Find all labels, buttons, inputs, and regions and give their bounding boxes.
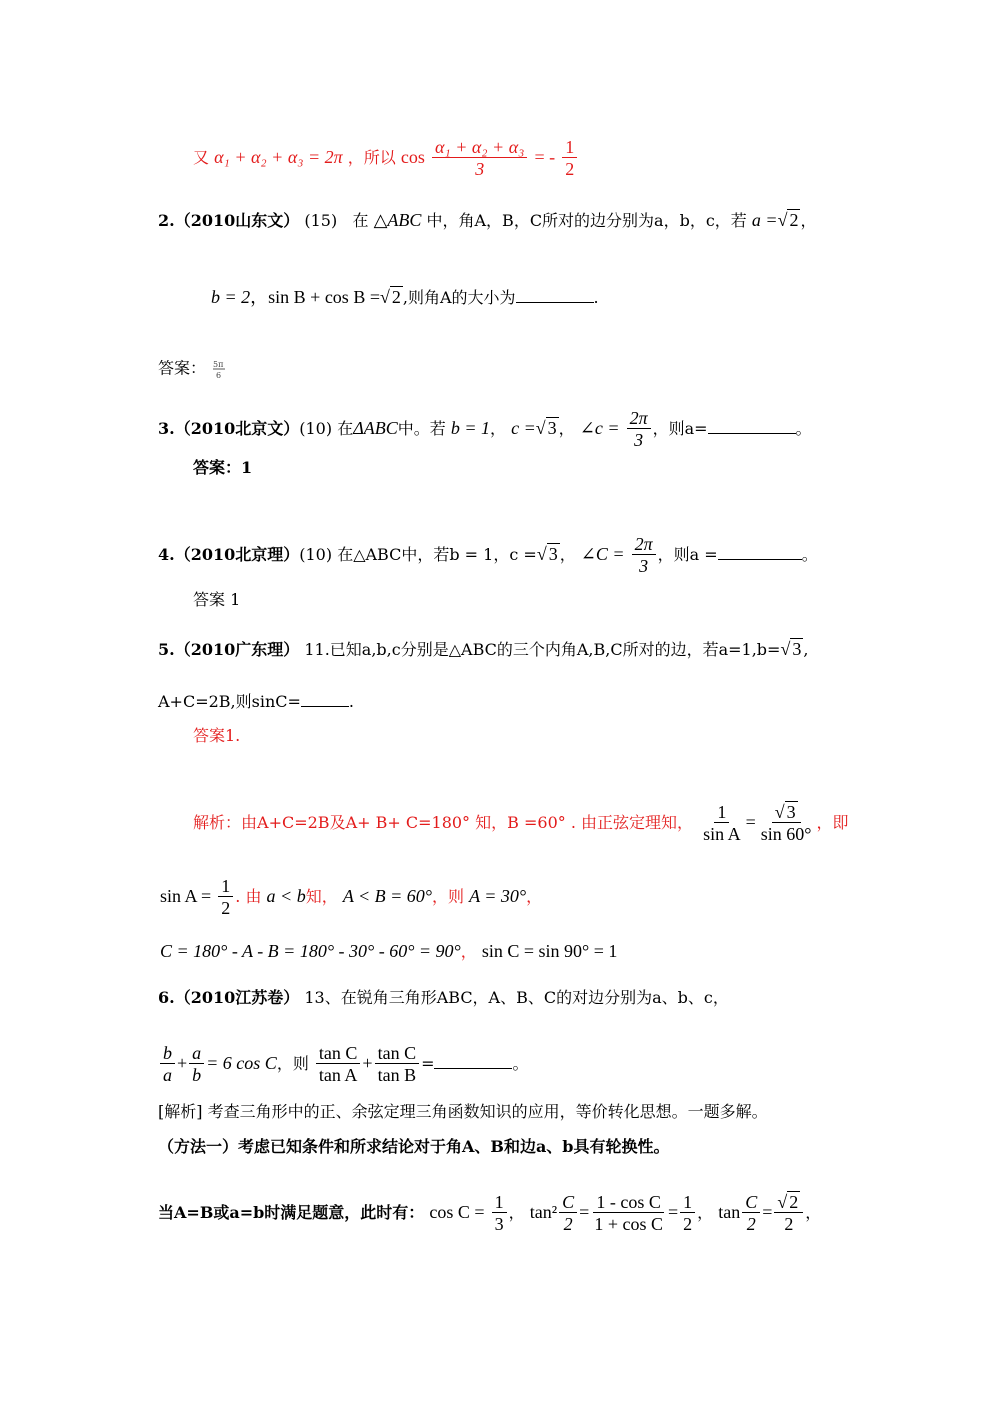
text-mid: ，所以 <box>347 148 396 167</box>
punctuation: ， <box>508 1203 525 1222</box>
question-text: ，则a = <box>657 545 718 564</box>
fraction-tanC-over-tanB <box>375 1043 420 1086</box>
analysis-text: 知， <box>305 887 338 906</box>
inequality: A < B = 60° <box>342 886 432 906</box>
angle-fraction <box>632 534 656 577</box>
fraction-denominator: 1 + cos C <box>594 1214 663 1234</box>
equals-sign: = - <box>534 147 556 167</box>
c-over-2-fraction <box>742 1192 760 1235</box>
condition-b: b = 1 <box>450 418 491 438</box>
fraction-denominator: tan A <box>318 1065 358 1085</box>
answer-blank <box>301 692 349 707</box>
angle-fraction <box>627 408 651 451</box>
sqrt-radicand: 2 <box>789 1192 799 1212</box>
punctuation: 。 <box>801 545 818 564</box>
sqrt-radicand: 3 <box>547 418 557 438</box>
sqrt-radicand: 2 <box>789 210 799 230</box>
fraction-numerator: α₁ + α₂ + α₃ <box>432 137 527 158</box>
c-over-2-fraction <box>559 1192 577 1235</box>
punctuation: ， <box>526 887 543 906</box>
question-number: 6.（2010江苏卷） <box>158 988 300 1007</box>
question-text: 在 <box>352 211 369 230</box>
question-index: (10) <box>299 545 333 564</box>
question-number: 3.（2010北京文） <box>158 419 300 438</box>
fraction-numerator: 1 <box>492 1192 507 1213</box>
question-6-line-1 <box>158 988 729 1008</box>
equals-sign: = <box>421 1054 435 1073</box>
fraction-numerator: 2π <box>632 534 656 555</box>
analysis-text: ，即 <box>816 813 849 832</box>
analysis-text: A+C=2B及A+ B+ C=180° 知，B =60° . 由正弦定理知， <box>257 813 694 832</box>
analysis-text: . 由 <box>235 887 262 906</box>
fraction-denominator: 3 <box>634 430 644 450</box>
fraction-denominator: 3 <box>494 1214 504 1234</box>
fraction-1-over-sinA <box>700 802 744 845</box>
answer-label: 答案： <box>158 358 207 378</box>
condition-b: b = 2 <box>211 287 251 307</box>
question-4-line: 4.（2010北京理）(10) 在△ABC中，若b = 1，c =√ 3 ， ∠C = $\frac{2\pi}{3}$ ，则a = 。 <box>158 534 818 576</box>
angle-condition: ∠C = <box>580 544 625 564</box>
sqrt-radicand: 2 <box>391 287 401 307</box>
triangle-symbol: ΔABC <box>353 418 398 438</box>
question-6-analysis <box>158 1102 768 1122</box>
analysis-text: ，则 <box>431 887 464 906</box>
tan-label: tan <box>718 1202 741 1222</box>
angle-c-equation: C = 180° - A - B = 180° - 30° - 60° = 90° <box>160 941 461 961</box>
question-3-line: 3.（2010北京文）(10) 在ΔABC中。若 b = 1， c =√ 3 ， ∠c = $\frac{2\pi}{3}$ ，则a= 。 <box>158 408 812 450</box>
fraction-numerator: tan C <box>375 1043 420 1064</box>
fraction-numerator: a <box>189 1043 204 1064</box>
fraction-numerator: 1 <box>562 137 577 158</box>
ratio-fraction <box>591 1192 666 1235</box>
fraction-denominator: 2 <box>746 1214 756 1234</box>
fraction-numerator: 2π <box>627 408 651 429</box>
fraction-denominator: 3 <box>475 159 485 179</box>
question-text: ，则 <box>276 1054 309 1073</box>
punctuation: , <box>803 640 809 659</box>
svg-text:5π: 5π <box>213 360 224 369</box>
half-fraction <box>218 876 233 919</box>
root2-over-2-fraction: $\frac{√ 2}{2}$ <box>774 1192 803 1235</box>
question-5-line-1: 5.（2010广东理） 11.已知a,b,c分别是△ABC的三个内角A,B,C所对的边，若a=1,b=√ 3 , <box>158 639 809 659</box>
punctuation: 。 <box>795 419 812 438</box>
answer-blank <box>718 545 802 560</box>
question-number: 2.（2010山东文） <box>158 211 300 230</box>
question-text: ，则a= <box>652 419 708 438</box>
cos-equation: = 6 cos C <box>206 1053 277 1073</box>
analysis-label: 解析：由 <box>193 813 258 832</box>
sqrt-radicand: 3 <box>792 639 802 659</box>
fraction-denominator: 2 <box>221 898 231 918</box>
fraction-numerator: C <box>742 1192 760 1213</box>
question-2-answer <box>158 358 227 380</box>
punctuation: . <box>348 692 355 711</box>
sqrt-radicand: 3 <box>786 802 796 822</box>
question-text: ,则角A的大小为 <box>402 288 516 307</box>
result: A = 30° <box>469 886 527 906</box>
fraction-numerator: b <box>160 1043 175 1064</box>
svg-text:6: 6 <box>216 371 222 380</box>
fraction-denominator: a <box>163 1065 172 1085</box>
fraction-denominator: b <box>192 1065 202 1085</box>
angle-condition: ∠c = <box>579 418 620 438</box>
result-fraction <box>562 137 577 180</box>
fraction-tanC-over-tanA <box>316 1043 361 1086</box>
question-text: 在△ABC中，若b = 1，c = <box>337 545 537 564</box>
formula-line-top <box>193 137 579 180</box>
punctuation: 。 <box>512 1054 529 1073</box>
fraction-denominator: 2 <box>563 1214 573 1234</box>
cos-label: cos <box>400 147 425 167</box>
question-2-line-2: b = 2，sin B + cos B =√ 2 ,则角A的大小为 . <box>211 287 599 307</box>
fraction-root3-over-sin60: $\frac{√ 3}{\sin 60^\circ}$ <box>758 802 815 845</box>
question-text: A+C=2B,则sinC= <box>158 692 301 711</box>
half-fraction <box>680 1192 695 1235</box>
condition-a: a = <box>751 210 778 230</box>
punctuation: ， <box>460 942 477 961</box>
question-text: 11.已知a,b,c分别是△ABC的三个内角A,B,C所对的边，若a=1,b= <box>304 640 781 659</box>
punctuation: ， <box>800 211 817 230</box>
answer-blank <box>434 1054 512 1069</box>
method-text: （方法一）考虑已知条件和所求结论对于角A、B和边a、b具有轮换性。 <box>158 1137 670 1156</box>
answer-blank <box>516 288 594 303</box>
fraction-denominator: sin 60° <box>760 824 812 844</box>
question-text: 在 <box>337 419 354 438</box>
condition-c: c = <box>511 418 536 438</box>
sqrt-radicand: 3 <box>548 544 558 564</box>
question-text: 13、在锐角三角形ABC，A、B、C的对边分别为a、b、c， <box>304 988 729 1007</box>
cos-c-label: cos C = <box>429 1202 485 1222</box>
question-5-analysis: 解析：由A+C=2B及A+ B+ C=180° 知，B =60° . 由正弦定理知， $\frac{1}{\text{sin A}}$ = $\frac{√ 3}{\sin 60^\circ}$ ，即 <box>193 802 849 844</box>
answer-text: 答案 1 <box>193 590 241 609</box>
fraction-a-over-b <box>189 1043 204 1086</box>
plus-sign: + <box>177 1053 188 1073</box>
answer-text: 答案：1 <box>193 458 253 477</box>
fraction-numerator: tan C <box>316 1043 361 1064</box>
sum-equation: α₁ + α₂ + α₃ = 2π <box>214 147 343 167</box>
answer-image-fraction <box>211 358 227 380</box>
question-number: 4.（2010北京理） <box>158 545 300 564</box>
question-2-line-1: 2.（2010山东文） (15) 在 △ABC 中，角A，B，C所对的边分别为a，b，c，若 a =√ 2 ， <box>158 210 817 230</box>
question-index: (15) <box>304 211 338 230</box>
question-text: 中，角A，B，C所对的边分别为a，b，c，若 <box>426 211 747 230</box>
question-5-answer <box>193 726 240 746</box>
fraction-denominator: 3 <box>639 556 649 576</box>
fraction-numerator: 1 - cos C <box>593 1192 664 1213</box>
fraction-numerator: 1 <box>680 1192 695 1213</box>
fraction-b-over-a <box>160 1043 175 1086</box>
fraction-numerator: 1 <box>714 802 729 823</box>
question-index: (10) <box>299 419 333 438</box>
third-fraction <box>492 1192 507 1235</box>
sin-equation: sin A = <box>160 886 212 906</box>
cos-fraction <box>432 137 527 180</box>
question-4-answer <box>193 590 240 610</box>
fraction-denominator: tan B <box>377 1065 417 1085</box>
question-6-case-line: 当A=B或a=b时满足题意，此时有： cos C = $\frac{1}{3}$ ， tan² $\frac{C}{2}$ = $\frac{\text{1 - cos C}}{\text{1 + cos C}}$ = $\frac{1}{2}$ ， tan $\frac{C}{2}$ = $\frac{√ 2}{2}$ ， <box>158 1192 822 1234</box>
fraction-numerator: 1 <box>218 876 233 897</box>
fraction-denominator: 2 <box>683 1214 693 1234</box>
question-number: 5.（2010广东理） <box>158 640 300 659</box>
answer-text: 答案1. <box>193 726 241 745</box>
case-text: 当A=B或a=b时满足题意，此时有： <box>158 1203 425 1222</box>
equals-sign: = <box>579 1202 590 1222</box>
fraction-denominator: 2 <box>565 159 575 179</box>
condition-sin-cos: ，sin B + cos B = <box>250 287 380 307</box>
question-3-answer <box>193 458 252 478</box>
question-text: 中。若 <box>397 419 446 438</box>
question-6-method-1 <box>158 1137 670 1157</box>
fraction-numerator: C <box>559 1192 577 1213</box>
analysis-text: [解析] 考查三角形中的正、余弦定理三角函数知识的应用，等价转化思想。一题多解。 <box>158 1102 768 1121</box>
question-5-sin-line <box>160 876 542 919</box>
answer-blank <box>708 419 796 434</box>
question-6-line-2: $\frac{b}{a}$ + $\frac{a}{b}$ = 6 cos C，则 $\frac{\text{tan C}}{\text{tan A}}$ + $\frac{\text{tan C}}{\text{tan B}}$ = 。 <box>158 1043 529 1086</box>
fraction-denominator: sin A <box>703 824 741 844</box>
question-5-line-2 <box>158 692 354 712</box>
inequality: a < b <box>266 886 306 906</box>
question-5-c-line <box>160 941 617 962</box>
sin-c-equation: sin C = sin 90° = 1 <box>481 941 618 961</box>
text-prefix: 又 <box>193 148 210 167</box>
fraction-denominator: 2 <box>784 1214 794 1234</box>
punctuation: . <box>593 288 599 307</box>
triangle-symbol: △ABC <box>373 210 422 230</box>
tan-squared-label: tan² <box>529 1202 558 1222</box>
